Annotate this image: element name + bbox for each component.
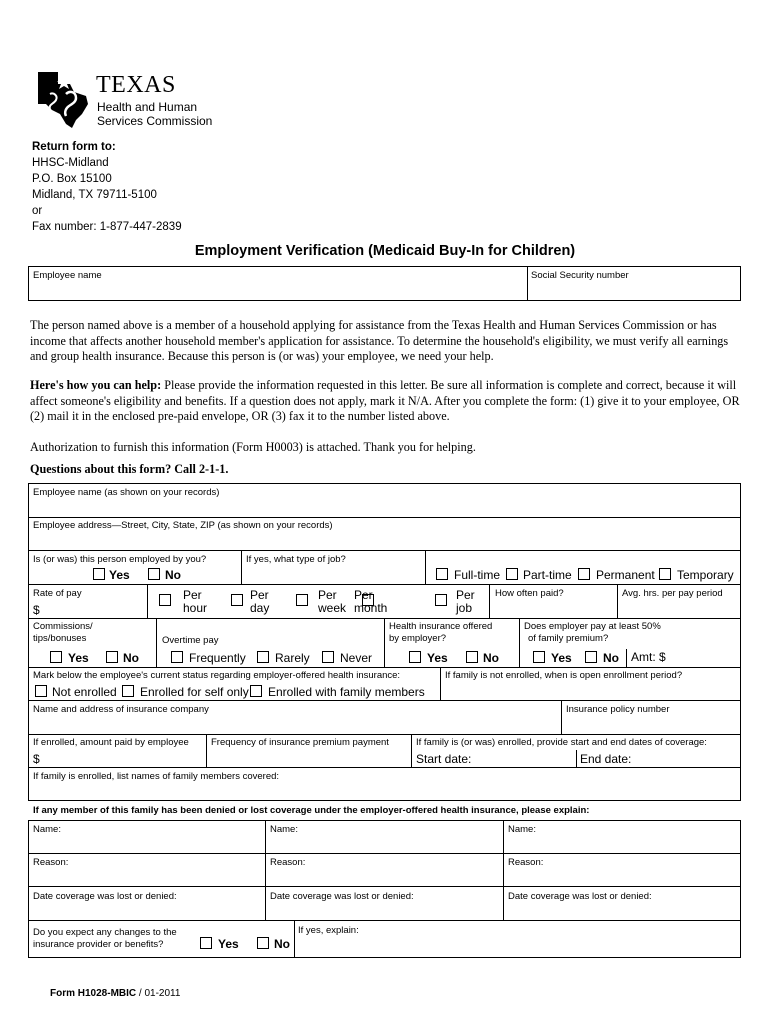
- per-week-label-1: Per: [318, 588, 337, 602]
- permanent-checkbox[interactable]: [578, 568, 590, 580]
- amount-field[interactable]: [672, 649, 738, 665]
- divider: [265, 820, 266, 920]
- row-line: [28, 853, 741, 854]
- divider: [519, 618, 520, 667]
- part-time-checkbox[interactable]: [506, 568, 518, 580]
- per-month-label-1: Per: [354, 588, 373, 602]
- divider: [617, 584, 618, 618]
- divider: [425, 550, 426, 584]
- divider: [206, 734, 207, 767]
- divider: [294, 920, 295, 958]
- avg-hours-field[interactable]: [622, 601, 737, 616]
- pay-50-yes-label: Yes: [551, 651, 572, 665]
- job-type-field[interactable]: [246, 566, 421, 582]
- employed-yes-label: Yes: [109, 568, 130, 582]
- row-line: [28, 734, 741, 735]
- amount-paid-dollar: $: [33, 752, 40, 766]
- row-line: [28, 700, 741, 701]
- overtime-frequently-checkbox[interactable]: [171, 651, 183, 663]
- enrolled-family-checkbox[interactable]: [250, 685, 262, 697]
- rate-of-pay-label: Rate of pay: [33, 588, 82, 599]
- row-line: [28, 584, 741, 585]
- per-day-checkbox[interactable]: [231, 594, 243, 606]
- amount-paid-field[interactable]: [44, 750, 202, 765]
- return-line-2: P.O. Box 15100: [32, 173, 112, 185]
- questions-line: Questions about this form? Call 2-1-1.: [30, 462, 229, 476]
- end-date-field[interactable]: [632, 750, 737, 765]
- employed-no-checkbox[interactable]: [148, 568, 160, 580]
- member-1-name-label: Name:: [33, 824, 61, 835]
- expect-changes-yes-label: Yes: [218, 937, 239, 951]
- logo-line-2: Health and Human: [97, 100, 198, 114]
- open-enrollment-label: If family is not enrolled, when is open enrollment period?: [445, 670, 683, 681]
- per-week-label-2: week: [318, 601, 347, 615]
- per-day-label-1: Per: [250, 588, 269, 602]
- employed-question: Is (or was) this person employed by you?: [33, 554, 207, 565]
- row-line: [28, 886, 741, 887]
- divider: [147, 584, 148, 618]
- commissions-yes-label: Yes: [68, 651, 89, 665]
- start-date-label: Start date:: [416, 752, 472, 766]
- enrolled-self-checkbox[interactable]: [122, 685, 134, 697]
- commissions-label: [33, 621, 93, 645]
- per-job-checkbox[interactable]: [435, 594, 447, 606]
- pay-50-yes-checkbox[interactable]: [533, 651, 545, 663]
- expect-changes-label: [33, 927, 177, 951]
- divider: [440, 667, 441, 700]
- how-often-paid-field[interactable]: [495, 601, 613, 616]
- job-type-question: If yes, what type of job?: [246, 554, 346, 565]
- per-hour-label-2: hour: [183, 601, 208, 615]
- employed-yes-checkbox[interactable]: [93, 568, 105, 580]
- member-2-reason-field[interactable]: [270, 869, 499, 884]
- not-enrolled-label: Not enrolled: [52, 685, 117, 699]
- overtime-frequently-label: Frequently: [189, 651, 246, 665]
- form-date: / 01-2011: [136, 988, 181, 999]
- insurance-company-field[interactable]: [32, 716, 557, 732]
- ssn-field[interactable]: [531, 283, 736, 299]
- divider: [241, 550, 242, 584]
- full-time-checkbox[interactable]: [436, 568, 448, 580]
- hi-offered-yes-label: Yes: [427, 651, 448, 665]
- divider: [561, 700, 562, 734]
- avg-hours-label: Avg. hrs. per pay period: [622, 588, 723, 599]
- divider: [411, 734, 412, 767]
- divider: [626, 649, 627, 667]
- premium-frequency-label: Frequency of insurance premium payment: [211, 737, 389, 748]
- commissions-label-line-2: tips/bonuses: [33, 633, 87, 644]
- logo-wordmark: TEXAS: [96, 72, 176, 98]
- overtime-never-checkbox[interactable]: [322, 651, 334, 663]
- per-job-label-2: job: [456, 601, 473, 615]
- premium-frequency-field[interactable]: [211, 750, 407, 765]
- end-date-label: End date:: [580, 752, 632, 766]
- return-line-4: or: [32, 205, 43, 217]
- member-2-date-label: Date coverage was lost or denied:: [270, 891, 414, 902]
- hi-offered-label: [389, 621, 492, 645]
- denied-heading: If any member of this family has been denied or lost coverage under the employer-offered health insurance, please explain:: [33, 805, 590, 816]
- form-footer: [50, 988, 180, 999]
- row-line: [28, 550, 741, 551]
- pay-50-label-line-1: Does employer pay at least 50%: [524, 621, 661, 632]
- not-enrolled-checkbox[interactable]: [35, 685, 47, 697]
- member-1-date-field[interactable]: [32, 903, 261, 918]
- expect-changes-line-1: Do you expect any changes to the: [33, 927, 177, 938]
- expect-changes-yes-checkbox[interactable]: [200, 937, 212, 949]
- commissions-no-checkbox[interactable]: [106, 651, 118, 663]
- rate-dollar-sign: $: [33, 603, 40, 617]
- divider: [503, 820, 504, 920]
- member-3-name-label: Name:: [508, 824, 536, 835]
- commissions-label-line-1: Commissions/: [33, 621, 93, 632]
- ssn-label: Social Security number: [531, 270, 629, 281]
- per-week-checkbox[interactable]: [296, 594, 308, 606]
- member-2-date-field[interactable]: [270, 903, 499, 918]
- commissions-no-label: No: [123, 651, 139, 665]
- form-id: Form H1028-MBIC: [50, 988, 137, 999]
- employee-address-field[interactable]: [32, 533, 737, 548]
- family-names-field[interactable]: [32, 783, 737, 799]
- if-yes-explain-label: If yes, explain:: [298, 925, 359, 936]
- overtime-never-label: Never: [340, 651, 373, 665]
- member-2-name-field[interactable]: [270, 836, 499, 851]
- member-1-reason-field[interactable]: [32, 869, 261, 884]
- texas-hhsc-logo: [36, 70, 96, 130]
- hi-offered-label-line-1: Health insurance offered: [389, 621, 493, 632]
- return-heading: Return form to:: [32, 141, 116, 153]
- hi-offered-no-checkbox[interactable]: [466, 651, 478, 663]
- hi-offered-yes-checkbox[interactable]: [409, 651, 421, 663]
- intro-paragraph-1: The person named above is a member of a household applying for assistance from the Texas Health and Human Services Commission or has income that affects another household member's application for assistance. To determine the household's eligibility, we must verify all earnings and group health insurance. Because this person is (or was) your employee, we need your help.: [30, 318, 729, 363]
- overtime-pay-label: Overtime pay: [162, 635, 219, 646]
- full-time-label: Full-time: [454, 568, 501, 582]
- member-3-date-label: Date coverage was lost or denied:: [508, 891, 652, 902]
- family-dates-label: If family is (or was) enrolled, provide start and end dates of coverage:: [416, 737, 707, 748]
- intro-paragraph-2: [30, 378, 742, 425]
- row-line: [28, 517, 741, 518]
- amount-paid-label: If enrolled, amount paid by employee: [33, 737, 189, 748]
- overtime-rarely-checkbox[interactable]: [257, 651, 269, 663]
- policy-number-field[interactable]: [566, 716, 737, 732]
- temporary-checkbox[interactable]: [659, 568, 671, 580]
- member-2-name-label: Name:: [270, 824, 298, 835]
- per-job-label-1: Per: [456, 588, 475, 602]
- per-hour-label-1: Per: [183, 588, 202, 602]
- family-names-label: If family is enrolled, list names of family members covered:: [33, 771, 280, 782]
- commissions-yes-checkbox[interactable]: [50, 651, 62, 663]
- page-title: Employment Verification (Medicaid Buy-In for Children): [194, 243, 576, 259]
- fax-number: Fax number: 1-877-447-2839: [32, 221, 182, 233]
- per-month-label-2: month: [354, 601, 388, 615]
- pay-50-no-checkbox[interactable]: [585, 651, 597, 663]
- hi-offered-label-line-2: by employer?: [389, 633, 447, 644]
- member-1-name-field[interactable]: [32, 836, 261, 851]
- help-heading: Here's how you can help:: [30, 378, 162, 392]
- expect-changes-no-checkbox[interactable]: [257, 937, 269, 949]
- logo-line-3: Services Commission: [97, 114, 213, 128]
- enrolled-self-label: Enrolled for self only: [140, 685, 249, 699]
- row-line: [28, 667, 741, 668]
- open-enrollment-field[interactable]: [445, 682, 737, 698]
- authorization-text: Authorization to furnish this information (Form H0003) is attached. Thank you for helping.: [30, 440, 476, 454]
- how-often-paid-label: How often paid?: [495, 588, 564, 599]
- help-text: Please provide the information requested in this letter. Be sure all information is complete and correct, because it will affect someone's eligibility and benefits. If a question does not apply, mark it N/A. After you complete the form: (1) give it to your employee, OR (2) mail it in the enclosed pre-paid envelope, OR (3) fax it to the number listed above.: [30, 378, 740, 423]
- member-1-date-label: Date coverage was lost or denied:: [33, 891, 177, 902]
- employee-name-records-field[interactable]: [32, 500, 737, 515]
- divider: [489, 584, 490, 618]
- employee-address-label: Employee address—Street, City, State, ZIP (as shown on your records): [33, 520, 333, 531]
- start-date-field[interactable]: [472, 750, 572, 765]
- employee-name-field[interactable]: [32, 283, 522, 299]
- permanent-label: Permanent: [596, 568, 655, 582]
- pay-50-label-line-2: of family premium?: [528, 633, 609, 644]
- divider: [527, 266, 528, 301]
- member-1-reason-label: Reason:: [33, 857, 69, 868]
- if-yes-explain-field[interactable]: [298, 937, 737, 955]
- employee-name-records-label: Employee name (as shown on your records): [33, 487, 220, 498]
- amount-label: Amt: $: [631, 650, 666, 664]
- member-3-reason-label: Reason:: [508, 857, 544, 868]
- mark-below-label: Mark below the employee's current status regarding employer-offered health insurance:: [33, 670, 401, 681]
- pay-50-no-label: No: [603, 651, 619, 665]
- divider: [156, 618, 157, 667]
- per-hour-checkbox[interactable]: [159, 594, 171, 606]
- enrolled-family-label: Enrolled with family members: [268, 685, 425, 699]
- pay-50-label: [524, 621, 661, 645]
- expect-changes-no-label: No: [274, 937, 290, 951]
- temporary-label: Temporary: [677, 568, 734, 582]
- policy-number-label: Insurance policy number: [566, 704, 670, 715]
- insurance-company-label: Name and address of insurance company: [33, 704, 209, 715]
- member-3-date-field[interactable]: [508, 903, 737, 918]
- member-2-reason-label: Reason:: [270, 857, 306, 868]
- divider: [384, 618, 385, 667]
- per-day-label-2: day: [250, 601, 270, 615]
- row-line: [28, 767, 741, 768]
- part-time-label: Part-time: [523, 568, 572, 582]
- hi-offered-no-label: No: [483, 651, 499, 665]
- return-line-3: Midland, TX 79711-5100: [32, 189, 157, 201]
- overtime-rarely-label: Rarely: [275, 651, 310, 665]
- rate-of-pay-field[interactable]: [44, 601, 144, 616]
- employee-name-label: Employee name: [33, 270, 102, 281]
- member-3-reason-field[interactable]: [508, 869, 737, 884]
- divider: [576, 750, 577, 767]
- expect-changes-line-2: insurance provider or benefits?: [33, 939, 164, 950]
- return-line-1: HHSC-Midland: [32, 157, 109, 169]
- row-line: [28, 920, 741, 921]
- member-3-name-field[interactable]: [508, 836, 737, 851]
- employed-no-label: No: [165, 568, 181, 582]
